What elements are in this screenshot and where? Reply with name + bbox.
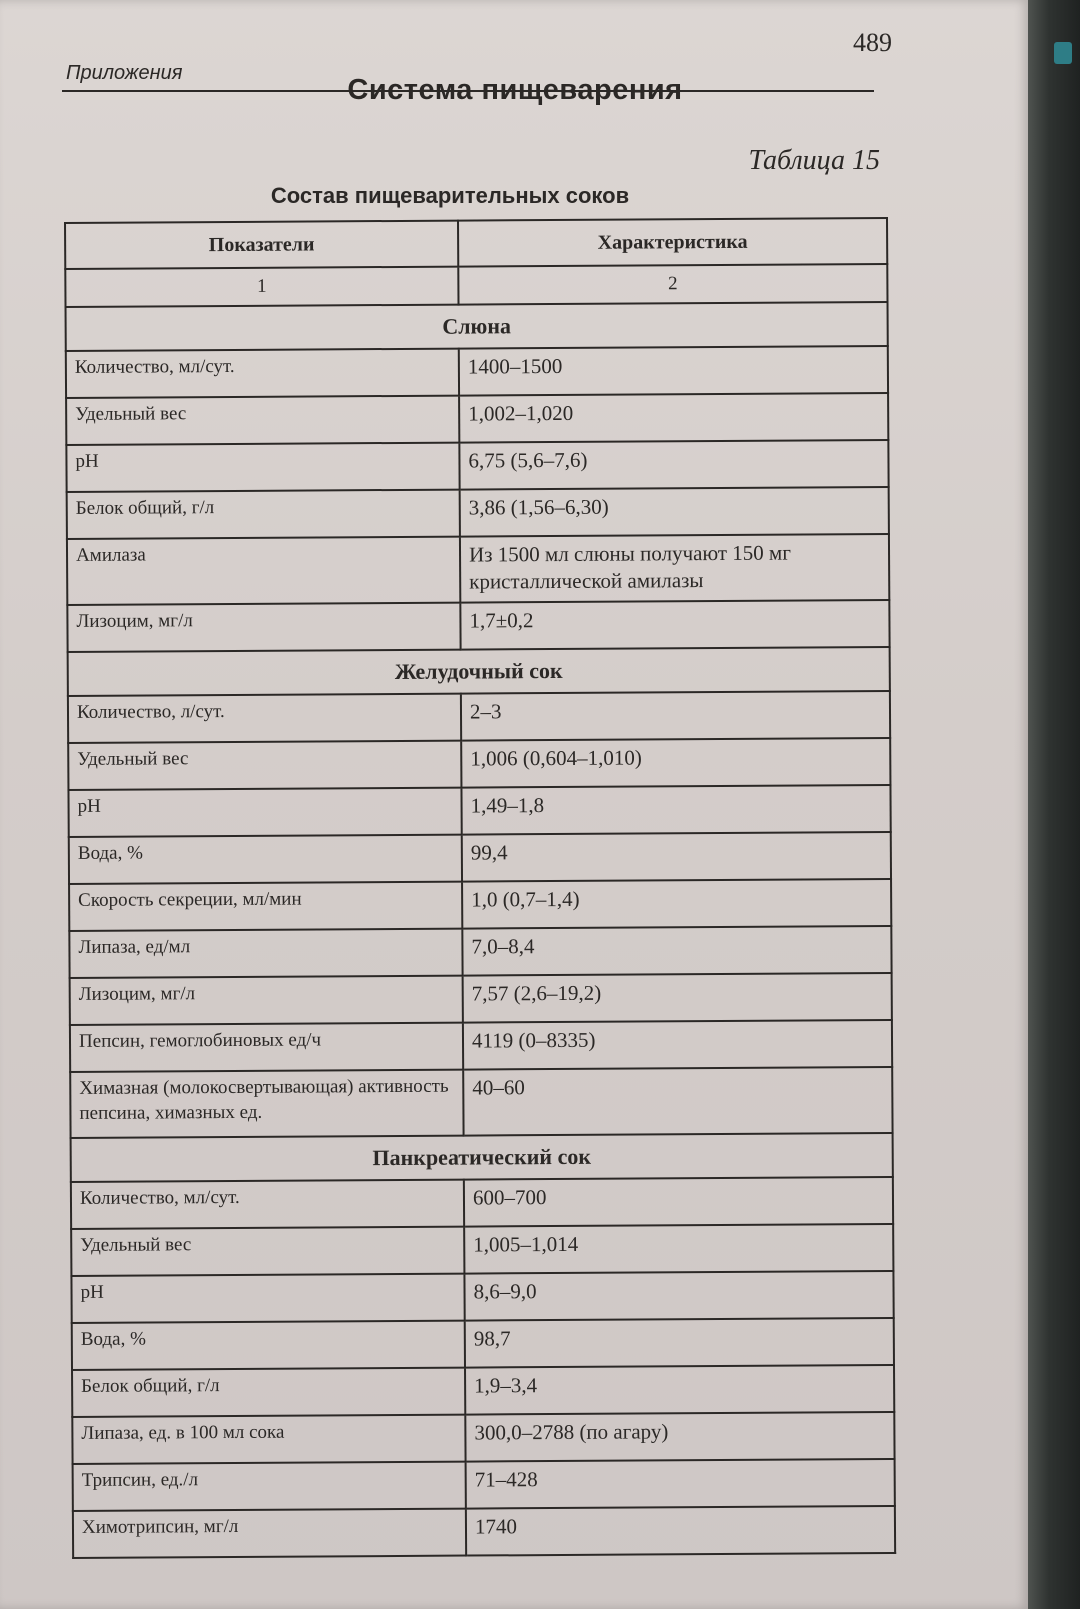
indicator-cell: Количество, л/сут. — [68, 694, 461, 743]
section-row — [68, 647, 890, 696]
table-row — [70, 1067, 892, 1138]
indicator-cell: Трипсин, ед./л — [73, 1462, 466, 1511]
table-row — [70, 973, 892, 1025]
table-row — [69, 926, 891, 978]
table-row — [67, 600, 889, 652]
table-row — [68, 691, 890, 743]
table-row — [69, 832, 891, 884]
table-row — [69, 879, 891, 931]
book-spine — [1028, 0, 1080, 1609]
digestive-juices-table — [64, 217, 896, 1559]
indicator-cell: Скорость секреции, мл/мин — [69, 882, 462, 931]
characteristic-cell: 7,0–8,4 — [462, 926, 891, 976]
table-row — [71, 1271, 893, 1323]
indicator-cell: Липаза, ед. в 100 мл сока — [72, 1415, 465, 1464]
table-row — [70, 1020, 892, 1072]
characteristic-cell: 98,7 — [465, 1318, 894, 1368]
section-heading: Слюна — [66, 302, 888, 351]
characteristic-cell: Из 1500 мл слюны получают 150 мг кристаллической амилазы — [460, 534, 889, 603]
characteristic-cell: 1,9–3,4 — [465, 1365, 894, 1415]
characteristic-cell: 4119 (0–8335) — [463, 1020, 892, 1070]
table-row — [72, 1412, 894, 1464]
characteristic-cell: 1,0 (0,7–1,4) — [462, 879, 891, 929]
section-heading: Панкреатический сок — [71, 1133, 893, 1182]
characteristic-cell: 71–428 — [466, 1459, 895, 1509]
indicator-cell: Вода, % — [72, 1321, 465, 1370]
table-row — [66, 440, 888, 492]
indicator-cell: Белок общий, г/л — [72, 1368, 465, 1417]
characteristic-cell: 600–700 — [464, 1177, 893, 1227]
characteristic-cell: 3,86 (1,56–6,30) — [460, 487, 889, 537]
table-header-row — [65, 218, 887, 269]
table-row — [72, 1318, 894, 1370]
characteristic-cell: 1400–1500 — [459, 346, 888, 396]
table-row — [73, 1506, 895, 1558]
indicator-cell: Удельный вес — [71, 1227, 464, 1276]
indicator-cell: Амилаза — [67, 537, 460, 605]
characteristic-cell: 1,7±0,2 — [460, 600, 889, 650]
indicator-cell: рН — [71, 1274, 464, 1323]
column-number-row — [65, 264, 887, 307]
table-row — [72, 1365, 894, 1417]
bookmark-tab — [1054, 42, 1072, 64]
table-number: Таблица 15 — [748, 145, 880, 176]
indicator-cell: Количество, мл/сут. — [66, 349, 459, 398]
indicator-cell: Количество, мл/сут. — [71, 1180, 464, 1229]
table-row — [71, 1224, 893, 1276]
running-head: Приложения — [66, 62, 183, 84]
characteristic-cell: 2–3 — [461, 691, 890, 741]
characteristic-cell: 1,005–1,014 — [464, 1224, 893, 1274]
indicator-cell: Химотрипсин, мг/л — [73, 1509, 466, 1558]
indicator-cell: Белок общий, г/л — [67, 490, 460, 539]
characteristic-cell: 6,75 (5,6–7,6) — [459, 440, 888, 490]
table-row — [66, 346, 888, 398]
indicator-cell: рН — [66, 443, 459, 492]
table-row — [73, 1459, 895, 1511]
indicator-cell: рН — [68, 788, 461, 837]
characteristic-cell: 8,6–9,0 — [464, 1271, 893, 1321]
table-row — [71, 1177, 893, 1229]
section-row — [66, 302, 888, 351]
indicator-cell: Вода, % — [69, 835, 462, 884]
table-row — [68, 785, 890, 837]
page-number: 489 — [853, 28, 892, 57]
table-row — [66, 393, 888, 445]
indicator-cell: Удельный вес — [66, 396, 459, 445]
characteristic-cell: 7,57 (2,6–19,2) — [463, 973, 892, 1023]
characteristic-cell: 40–60 — [463, 1067, 892, 1136]
characteristic-cell: 1,006 (0,604–1,010) — [461, 738, 890, 788]
table-row — [68, 738, 890, 790]
column-header-indicators: Показатели — [65, 221, 458, 269]
characteristic-cell: 1740 — [466, 1506, 895, 1556]
indicator-cell: Лизоцим, мг/л — [67, 603, 460, 652]
characteristic-cell: 1,002–1,020 — [459, 393, 888, 443]
column-number-2: 2 — [458, 264, 887, 305]
characteristic-cell: 99,4 — [462, 832, 891, 882]
indicator-cell: Удельный вес — [68, 741, 461, 790]
characteristic-cell: 1,49–1,8 — [461, 785, 890, 835]
indicator-cell: Липаза, ед/мл — [69, 929, 462, 978]
table-row — [67, 487, 889, 539]
section-title: Система пищеварения — [347, 74, 683, 106]
column-header-characteristic: Характеристика — [458, 218, 887, 267]
indicator-cell: Химазная (молокосвертывающая) активность пепсина, химазных ед. — [70, 1070, 463, 1138]
indicator-cell: Лизоцим, мг/л — [70, 976, 463, 1025]
characteristic-cell: 300,0–2788 (по агару) — [465, 1412, 894, 1462]
section-row — [71, 1133, 893, 1182]
section-heading: Желудочный сок — [68, 647, 890, 696]
column-number-1: 1 — [65, 267, 458, 307]
indicator-cell: Пепсин, гемоглобиновых ед/ч — [70, 1023, 463, 1072]
table-row — [67, 534, 889, 605]
table-body — [66, 302, 896, 1558]
table-title: Состав пищеварительных соков — [270, 183, 630, 208]
